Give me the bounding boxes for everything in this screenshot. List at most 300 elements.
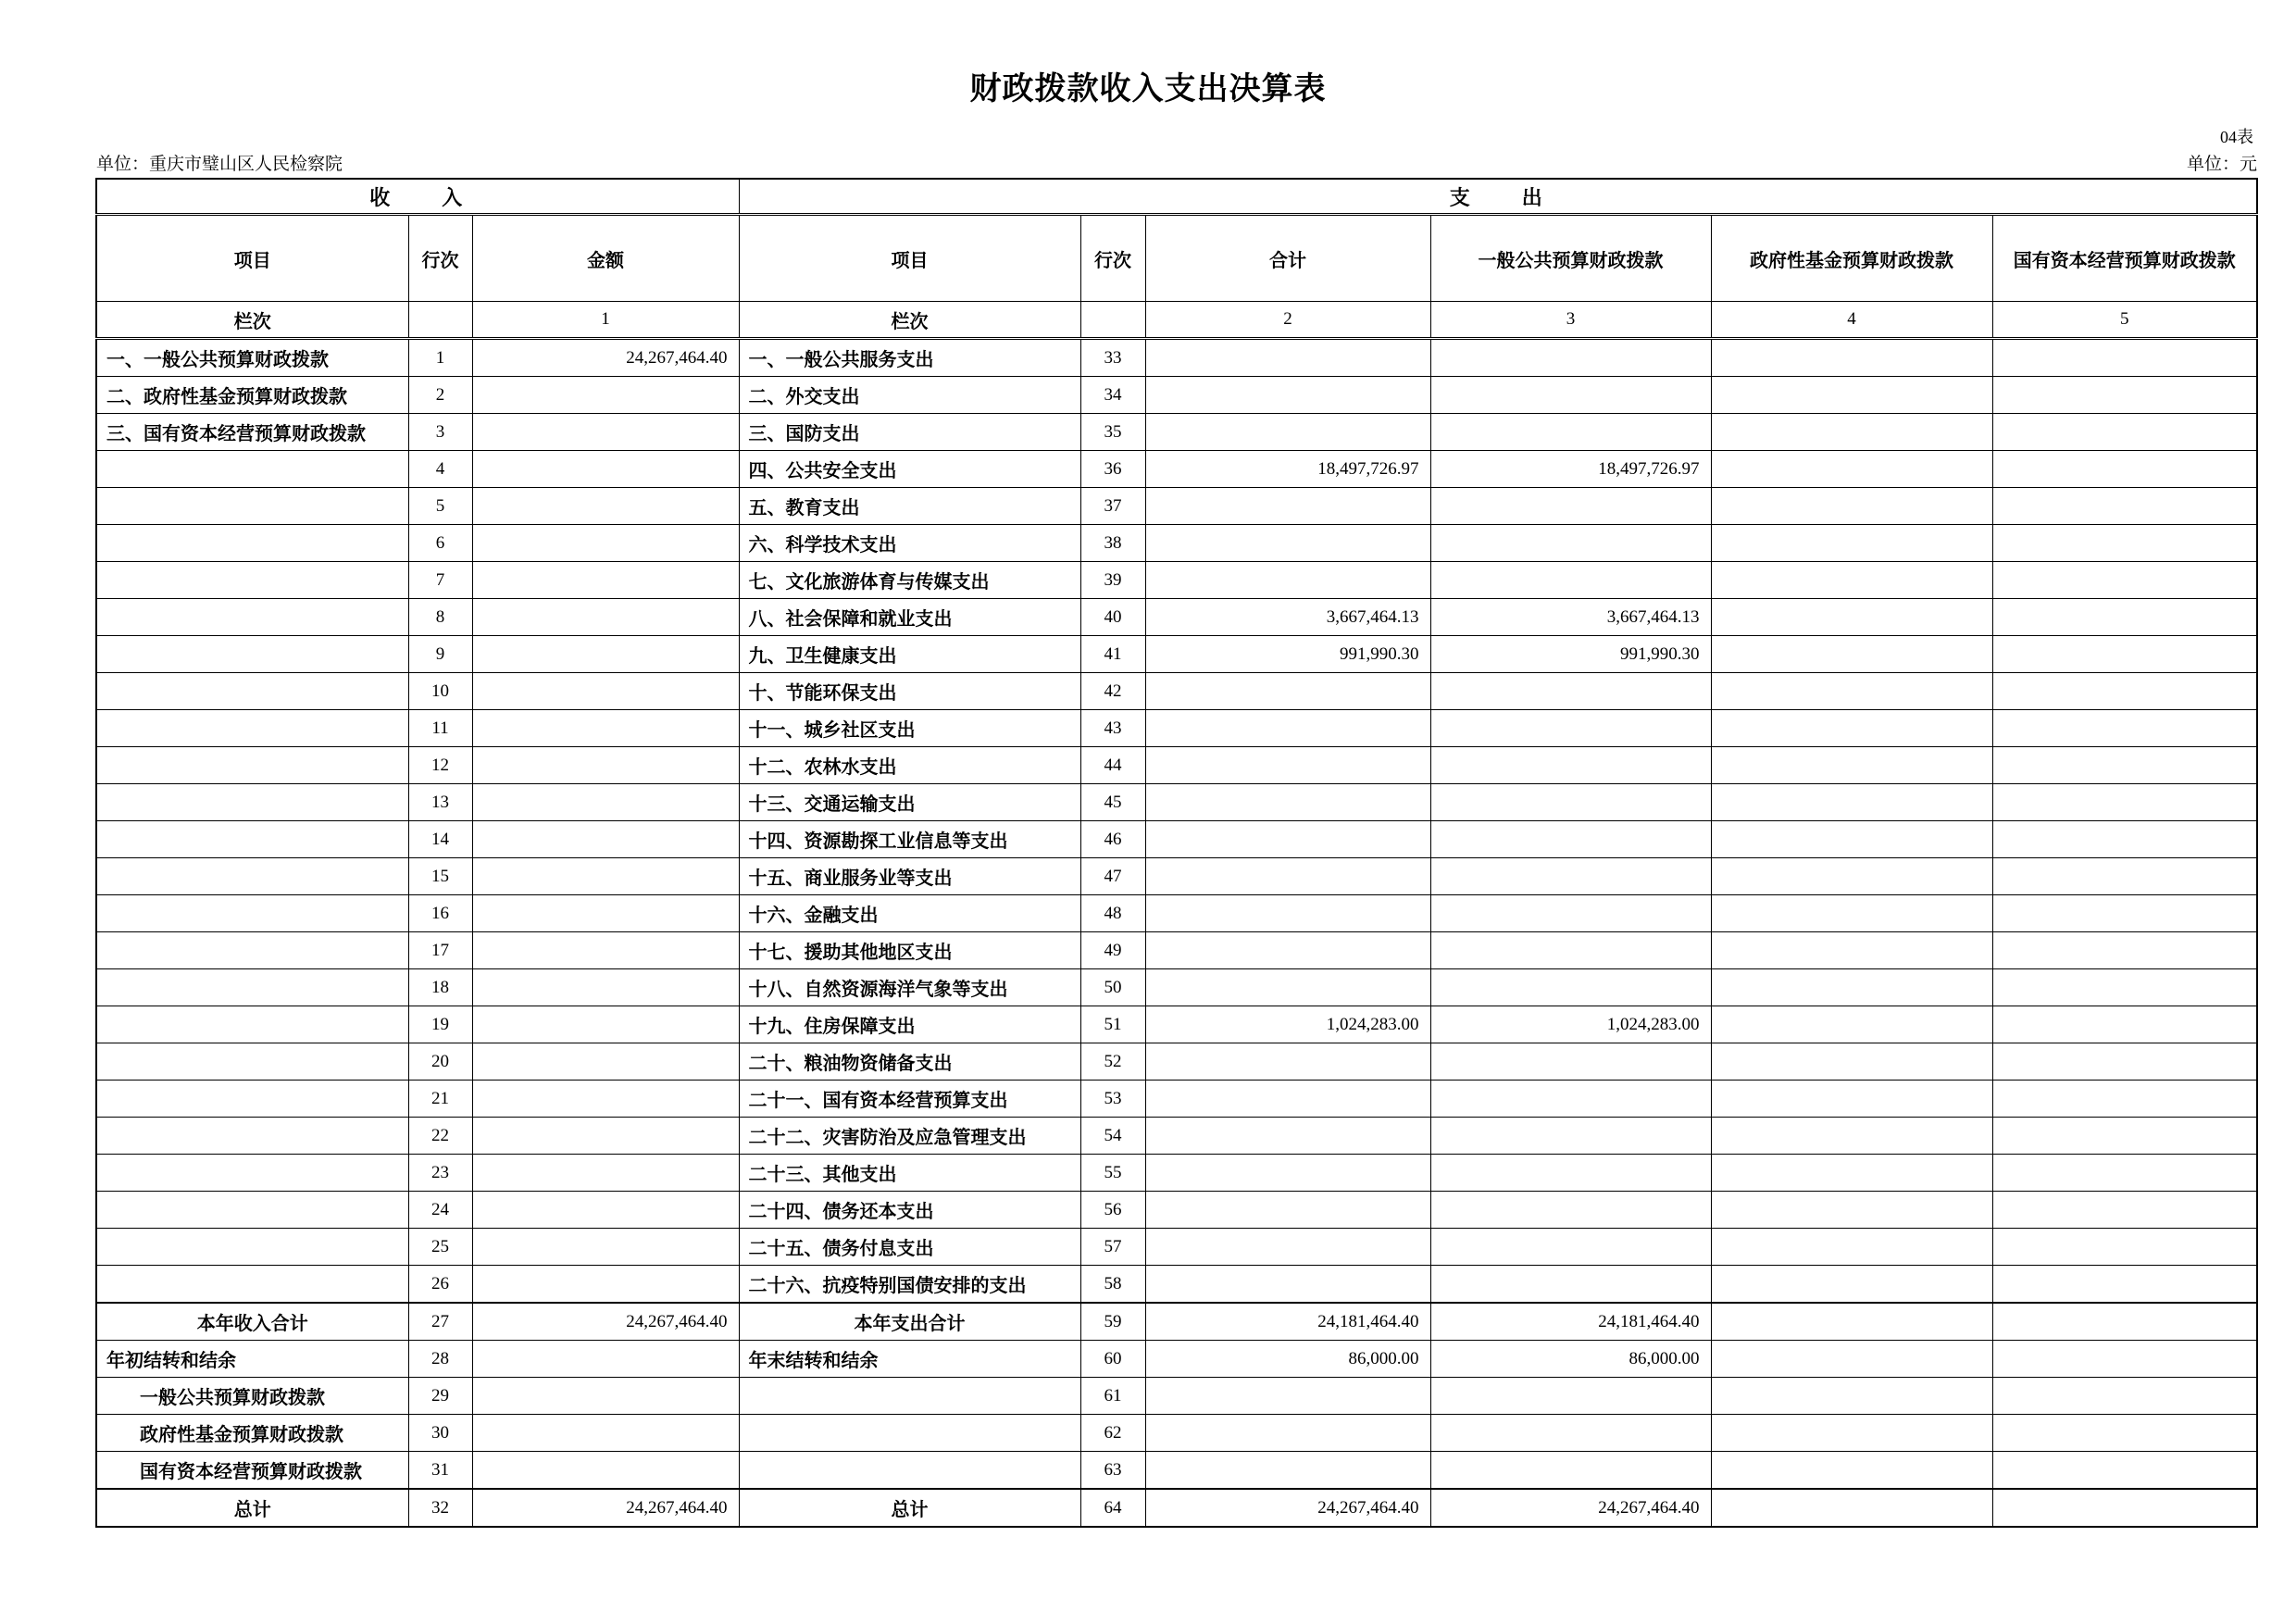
expense-gov-fund-cell <box>1711 488 1992 525</box>
expense-gov-fund-cell <box>1711 562 1992 599</box>
expense-item-cell: 二十二、灾害防治及应急管理支出 <box>739 1118 1080 1155</box>
expense-general-budget-cell <box>1430 747 1711 784</box>
income-item-cell <box>96 1081 408 1118</box>
expense-gov-fund-cell <box>1711 377 1992 414</box>
income-line-no-cell: 17 <box>408 932 472 969</box>
expense-gov-fund-cell <box>1711 1155 1992 1192</box>
expense-general-budget-header: 一般公共预算财政拨款 <box>1430 215 1711 302</box>
income-amount-cell <box>472 673 739 710</box>
income-amount-cell <box>472 451 739 488</box>
expense-line-no-cell: 37 <box>1080 488 1145 525</box>
expense-total-header: 合计 <box>1145 215 1430 302</box>
expense-state-capital-cell <box>1992 636 2257 673</box>
expense-item-cell: 十四、资源勘探工业信息等支出 <box>739 821 1080 858</box>
expense-item-cell: 十九、住房保障支出 <box>739 1006 1080 1043</box>
income-item-cell: 一般公共预算财政拨款 <box>96 1378 408 1415</box>
income-item-cell <box>96 451 408 488</box>
table-row <box>96 710 2257 747</box>
expense-item-cell: 五、教育支出 <box>739 488 1080 525</box>
expense-line-no-cell: 39 <box>1080 562 1145 599</box>
expense-gov-fund-cell <box>1711 1081 1992 1118</box>
expense-line-no-cell: 45 <box>1080 784 1145 821</box>
expense-state-capital-cell <box>1992 1229 2257 1266</box>
table-row <box>96 562 2257 599</box>
expense-gov-fund-cell <box>1711 932 1992 969</box>
expense-line-no-cell: 43 <box>1080 710 1145 747</box>
income-line-no-cell: 25 <box>408 1229 472 1266</box>
income-item-cell: 年初结转和结余 <box>96 1341 408 1378</box>
expense-general-budget-cell: 3,667,464.13 <box>1430 599 1711 636</box>
table-row <box>96 1452 2257 1490</box>
expense-total-cell <box>1145 339 1430 377</box>
expense-line-no-cell: 52 <box>1080 1043 1145 1081</box>
expense-general-budget-cell <box>1430 1266 1711 1304</box>
income-line-no-cell: 27 <box>408 1303 472 1341</box>
income-amount-cell: 24,267,464.40 <box>472 1303 739 1341</box>
expense-total-cell: 18,497,726.97 <box>1145 451 1430 488</box>
expense-gov-fund-cell <box>1711 451 1992 488</box>
table-row <box>96 636 2257 673</box>
income-item-cell <box>96 784 408 821</box>
unit-name: 单位：重庆市璧山区人民检察院 <box>96 155 343 174</box>
section-band-row <box>96 179 2257 215</box>
expense-total-cell: 991,990.30 <box>1145 636 1430 673</box>
expense-state-capital-cell <box>1992 1378 2257 1415</box>
expense-general-budget-cell <box>1430 932 1711 969</box>
expense-state-capital-cell <box>1992 488 2257 525</box>
income-line-no-header: 行次 <box>408 215 472 302</box>
expense-state-capital-cell <box>1992 339 2257 377</box>
income-item-cell <box>96 710 408 747</box>
income-amount-cell <box>472 1043 739 1081</box>
expense-total-cell <box>1145 710 1430 747</box>
expense-total-cell <box>1145 895 1430 932</box>
column-index-row <box>96 302 2257 339</box>
expense-gov-fund-cell <box>1711 1043 1992 1081</box>
expense-gov-fund-cell <box>1711 1006 1992 1043</box>
expense-total-cell <box>1145 1452 1430 1490</box>
income-item-cell: 一、一般公共预算财政拨款 <box>96 339 408 377</box>
expense-state-capital-cell <box>1992 525 2257 562</box>
expense-state-capital-cell <box>1992 1155 2257 1192</box>
income-amount-cell <box>472 636 739 673</box>
table-row <box>96 673 2257 710</box>
income-item-cell <box>96 1006 408 1043</box>
expense-total-cell <box>1145 1378 1430 1415</box>
income-amount-cell <box>472 414 739 451</box>
table-row <box>96 1081 2257 1118</box>
expense-total-cell <box>1145 858 1430 895</box>
expense-col-index-5: 5 <box>1992 302 2257 339</box>
income-item-cell <box>96 1192 408 1229</box>
income-line-no-cell: 31 <box>408 1452 472 1490</box>
income-line-no-cell: 15 <box>408 858 472 895</box>
income-amount-cell <box>472 710 739 747</box>
table-row <box>96 1006 2257 1043</box>
expense-item-cell: 总计 <box>739 1489 1080 1527</box>
income-amount-cell <box>472 1341 739 1378</box>
table-row <box>96 414 2257 451</box>
income-item-cell: 国有资本经营预算财政拨款 <box>96 1452 408 1490</box>
expense-state-capital-cell <box>1992 895 2257 932</box>
expense-total-cell <box>1145 747 1430 784</box>
expense-line-no-cell: 40 <box>1080 599 1145 636</box>
table-row <box>96 377 2257 414</box>
expense-line-no-cell: 56 <box>1080 1192 1145 1229</box>
expense-line-no-cell: 47 <box>1080 858 1145 895</box>
expense-general-budget-cell <box>1430 1229 1711 1266</box>
expense-general-budget-cell <box>1430 414 1711 451</box>
expense-general-budget-cell <box>1430 525 1711 562</box>
income-amount-cell <box>472 488 739 525</box>
expense-item-cell: 三、国防支出 <box>739 414 1080 451</box>
expense-total-cell <box>1145 1118 1430 1155</box>
income-amount-cell <box>472 377 739 414</box>
expense-item-cell: 本年支出合计 <box>739 1303 1080 1341</box>
expense-gov-fund-cell <box>1711 895 1992 932</box>
expense-gov-fund-cell <box>1711 1341 1992 1378</box>
expense-gov-fund-cell <box>1711 1415 1992 1452</box>
income-line-no-cell: 1 <box>408 339 472 377</box>
expense-line-no-cell: 41 <box>1080 636 1145 673</box>
income-item-cell <box>96 1118 408 1155</box>
income-amount-cell <box>472 932 739 969</box>
expense-line-no-cell: 59 <box>1080 1303 1145 1341</box>
income-item-cell <box>96 1155 408 1192</box>
expense-general-budget-cell <box>1430 710 1711 747</box>
expense-state-capital-cell <box>1992 1266 2257 1304</box>
expense-gov-fund-cell <box>1711 1118 1992 1155</box>
income-lanci-blank <box>408 302 472 339</box>
expense-general-budget-cell <box>1430 562 1711 599</box>
expense-item-cell: 一、一般公共服务支出 <box>739 339 1080 377</box>
expense-state-capital-cell <box>1992 1043 2257 1081</box>
income-item-cell: 二、政府性基金预算财政拨款 <box>96 377 408 414</box>
expense-item-cell: 二十三、其他支出 <box>739 1155 1080 1192</box>
table-row <box>96 1118 2257 1155</box>
income-line-no-cell: 11 <box>408 710 472 747</box>
expense-item-cell <box>739 1415 1080 1452</box>
expense-gov-fund-cell <box>1711 821 1992 858</box>
expense-state-capital-cell <box>1992 710 2257 747</box>
table-row <box>96 525 2257 562</box>
expense-item-cell: 九、卫生健康支出 <box>739 636 1080 673</box>
expense-state-capital-cell <box>1992 784 2257 821</box>
expense-col-index-4: 4 <box>1711 302 1992 339</box>
expense-general-budget-cell <box>1430 673 1711 710</box>
expense-state-capital-cell <box>1992 747 2257 784</box>
expense-item-cell: 八、社会保障和就业支出 <box>739 599 1080 636</box>
expense-line-no-cell: 33 <box>1080 339 1145 377</box>
expense-total-cell <box>1145 1081 1430 1118</box>
expense-line-no-header: 行次 <box>1080 215 1145 302</box>
expense-general-budget-cell <box>1430 377 1711 414</box>
income-line-no-cell: 4 <box>408 451 472 488</box>
expense-line-no-cell: 50 <box>1080 969 1145 1006</box>
income-item-cell <box>96 488 408 525</box>
expense-total-cell <box>1145 562 1430 599</box>
expense-line-no-cell: 35 <box>1080 414 1145 451</box>
expense-state-capital-cell <box>1992 1192 2257 1229</box>
income-line-no-cell: 21 <box>408 1081 472 1118</box>
income-line-no-cell: 12 <box>408 747 472 784</box>
expense-state-capital-cell <box>1992 1489 2257 1527</box>
income-item-cell: 政府性基金预算财政拨款 <box>96 1415 408 1452</box>
expense-state-capital-cell <box>1992 1303 2257 1341</box>
income-line-no-cell: 6 <box>408 525 472 562</box>
expense-item-cell: 二十四、债务还本支出 <box>739 1192 1080 1229</box>
income-line-no-cell: 19 <box>408 1006 472 1043</box>
table-row <box>96 969 2257 1006</box>
expense-gov-fund-cell <box>1711 599 1992 636</box>
income-amount-cell: 24,267,464.40 <box>472 1489 739 1527</box>
expense-line-no-cell: 42 <box>1080 673 1145 710</box>
expense-total-cell <box>1145 1266 1430 1304</box>
expense-total-cell <box>1145 525 1430 562</box>
expense-total-cell <box>1145 673 1430 710</box>
income-amount-cell <box>472 1415 739 1452</box>
expense-general-budget-cell: 18,497,726.97 <box>1430 451 1711 488</box>
income-amount-cell <box>472 562 739 599</box>
expense-general-budget-cell: 24,181,464.40 <box>1430 1303 1711 1341</box>
expense-state-capital-cell <box>1992 599 2257 636</box>
expense-item-cell: 二、外交支出 <box>739 377 1080 414</box>
expense-state-capital-cell <box>1992 932 2257 969</box>
income-line-no-cell: 16 <box>408 895 472 932</box>
table-row <box>96 1489 2257 1527</box>
table-row <box>96 1415 2257 1452</box>
expense-col-index-3: 3 <box>1430 302 1711 339</box>
expense-line-no-cell: 44 <box>1080 747 1145 784</box>
income-line-no-cell: 28 <box>408 1341 472 1378</box>
table-row <box>96 784 2257 821</box>
expense-total-cell: 1,024,283.00 <box>1145 1006 1430 1043</box>
income-item-cell <box>96 747 408 784</box>
expense-gov-fund-cell <box>1711 710 1992 747</box>
income-line-no-cell: 7 <box>408 562 472 599</box>
expense-item-cell: 十六、金融支出 <box>739 895 1080 932</box>
expense-gov-fund-cell <box>1711 1266 1992 1304</box>
fiscal-appropriation-table <box>95 178 2258 1528</box>
income-amount-cell <box>472 858 739 895</box>
expense-item-cell: 十五、商业服务业等支出 <box>739 858 1080 895</box>
income-line-no-cell: 32 <box>408 1489 472 1527</box>
expense-total-cell <box>1145 1043 1430 1081</box>
expense-general-budget-cell: 24,267,464.40 <box>1430 1489 1711 1527</box>
expense-total-cell <box>1145 784 1430 821</box>
income-lanci-label: 栏次 <box>96 302 408 339</box>
expense-state-capital-cell <box>1992 1415 2257 1452</box>
income-line-no-cell: 2 <box>408 377 472 414</box>
expense-gov-fund-cell <box>1711 747 1992 784</box>
table-row <box>96 451 2257 488</box>
expense-total-cell <box>1145 1415 1430 1452</box>
income-item-cell <box>96 1229 408 1266</box>
expense-state-capital-cell <box>1992 969 2257 1006</box>
expense-state-capital-cell <box>1992 1118 2257 1155</box>
expense-general-budget-cell: 86,000.00 <box>1430 1341 1711 1378</box>
income-amount-cell <box>472 1192 739 1229</box>
expense-gov-fund-cell <box>1711 1452 1992 1490</box>
table-row <box>96 488 2257 525</box>
income-amount-cell <box>472 784 739 821</box>
income-amount-cell <box>472 895 739 932</box>
expense-gov-fund-cell <box>1711 673 1992 710</box>
income-item-cell <box>96 932 408 969</box>
table-row <box>96 1341 2257 1378</box>
expense-general-budget-cell <box>1430 858 1711 895</box>
income-line-no-cell: 13 <box>408 784 472 821</box>
income-line-no-cell: 26 <box>408 1266 472 1304</box>
income-amount-cell <box>472 525 739 562</box>
income-line-no-cell: 24 <box>408 1192 472 1229</box>
income-item-cell <box>96 562 408 599</box>
expense-section-header: 支 出 <box>739 179 2257 215</box>
table-row <box>96 1303 2257 1341</box>
income-amount-cell: 24,267,464.40 <box>472 339 739 377</box>
income-amount-cell <box>472 747 739 784</box>
expense-general-budget-cell <box>1430 1452 1711 1490</box>
income-amount-cell <box>472 1378 739 1415</box>
expense-gov-fund-cell <box>1711 636 1992 673</box>
expense-total-cell <box>1145 1155 1430 1192</box>
table-number: 04表 <box>2220 128 2253 146</box>
expense-state-capital-cell <box>1992 377 2257 414</box>
table-row <box>96 895 2257 932</box>
table-row <box>96 747 2257 784</box>
expense-state-capital-cell <box>1992 858 2257 895</box>
income-line-no-cell: 20 <box>408 1043 472 1081</box>
expense-general-budget-cell <box>1430 339 1711 377</box>
expense-item-cell: 十八、自然资源海洋气象等支出 <box>739 969 1080 1006</box>
expense-general-budget-cell <box>1430 969 1711 1006</box>
expense-gov-fund-cell <box>1711 784 1992 821</box>
expense-item-cell: 六、科学技术支出 <box>739 525 1080 562</box>
expense-item-cell: 二十六、抗疫特别国债安排的支出 <box>739 1266 1080 1304</box>
expense-total-cell: 24,181,464.40 <box>1145 1303 1430 1341</box>
expense-item-cell: 四、公共安全支出 <box>739 451 1080 488</box>
expense-gov-fund-cell <box>1711 414 1992 451</box>
expense-line-no-cell: 62 <box>1080 1415 1145 1452</box>
expense-line-no-cell: 49 <box>1080 932 1145 969</box>
table-row <box>96 932 2257 969</box>
expense-gov-fund-cell <box>1711 1229 1992 1266</box>
expense-line-no-cell: 53 <box>1080 1081 1145 1118</box>
expense-total-cell <box>1145 1229 1430 1266</box>
expense-gov-fund-cell <box>1711 1192 1992 1229</box>
income-amount-cell <box>472 821 739 858</box>
expense-total-cell <box>1145 969 1430 1006</box>
expense-general-budget-cell <box>1430 821 1711 858</box>
income-amount-cell <box>472 1229 739 1266</box>
income-item-cell: 三、国有资本经营预算财政拨款 <box>96 414 408 451</box>
expense-gov-fund-cell <box>1711 969 1992 1006</box>
expense-state-capital-cell <box>1992 562 2257 599</box>
expense-lanci-blank <box>1080 302 1145 339</box>
expense-item-cell: 年末结转和结余 <box>739 1341 1080 1378</box>
expense-line-no-cell: 34 <box>1080 377 1145 414</box>
expense-state-capital-cell <box>1992 673 2257 710</box>
income-amount-cell <box>472 1266 739 1304</box>
expense-state-capital-cell <box>1992 1006 2257 1043</box>
income-amount-cell <box>472 1081 739 1118</box>
income-line-no-cell: 8 <box>408 599 472 636</box>
income-line-no-cell: 23 <box>408 1155 472 1192</box>
table-row <box>96 821 2257 858</box>
income-item-cell <box>96 525 408 562</box>
expense-state-capital-cell <box>1992 451 2257 488</box>
expense-general-budget-cell <box>1430 1118 1711 1155</box>
expense-general-budget-cell <box>1430 784 1711 821</box>
expense-total-cell: 24,267,464.40 <box>1145 1489 1430 1527</box>
expense-line-no-cell: 58 <box>1080 1266 1145 1304</box>
expense-item-cell: 十二、农林水支出 <box>739 747 1080 784</box>
expense-item-cell: 十七、援助其他地区支出 <box>739 932 1080 969</box>
expense-item-cell: 七、文化旅游体育与传媒支出 <box>739 562 1080 599</box>
expense-gov-fund-cell <box>1711 339 1992 377</box>
income-line-no-cell: 9 <box>408 636 472 673</box>
table-row <box>96 339 2257 377</box>
expense-line-no-cell: 51 <box>1080 1006 1145 1043</box>
expense-item-cell: 二十五、债务付息支出 <box>739 1229 1080 1266</box>
income-item-cell <box>96 636 408 673</box>
expense-state-capital-cell <box>1992 414 2257 451</box>
expense-line-no-cell: 46 <box>1080 821 1145 858</box>
expense-general-budget-cell <box>1430 1155 1711 1192</box>
income-item-cell <box>96 599 408 636</box>
income-amount-cell <box>472 1006 739 1043</box>
income-item-header: 项目 <box>96 215 408 302</box>
expense-gov-fund-cell <box>1711 1303 1992 1341</box>
expense-line-no-cell: 61 <box>1080 1378 1145 1415</box>
expense-general-budget-cell <box>1430 1192 1711 1229</box>
table-row <box>96 858 2257 895</box>
table-row <box>96 1043 2257 1081</box>
income-item-cell <box>96 821 408 858</box>
income-item-cell <box>96 969 408 1006</box>
expense-general-budget-cell <box>1430 895 1711 932</box>
income-line-no-cell: 5 <box>408 488 472 525</box>
expense-general-budget-cell <box>1430 1081 1711 1118</box>
expense-lanci-label: 栏次 <box>739 302 1080 339</box>
expense-line-no-cell: 64 <box>1080 1489 1145 1527</box>
expense-line-no-cell: 55 <box>1080 1155 1145 1192</box>
income-item-cell <box>96 1043 408 1081</box>
expense-item-cell <box>739 1378 1080 1415</box>
expense-line-no-cell: 63 <box>1080 1452 1145 1490</box>
expense-state-capital-cell <box>1992 1452 2257 1490</box>
expense-col-index-2: 2 <box>1145 302 1430 339</box>
expense-total-cell <box>1145 932 1430 969</box>
expense-general-budget-cell: 1,024,283.00 <box>1430 1006 1711 1043</box>
expense-line-no-cell: 38 <box>1080 525 1145 562</box>
income-line-no-cell: 22 <box>408 1118 472 1155</box>
expense-line-no-cell: 54 <box>1080 1118 1145 1155</box>
expense-gov-fund-cell <box>1711 1378 1992 1415</box>
income-amount-cell <box>472 1155 739 1192</box>
expense-gov-fund-cell <box>1711 525 1992 562</box>
expense-gov-fund-header: 政府性基金预算财政拨款 <box>1711 215 1992 302</box>
income-amount-header: 金额 <box>472 215 739 302</box>
expense-general-budget-cell <box>1430 488 1711 525</box>
expense-state-capital-header: 国有资本经营预算财政拨款 <box>1992 215 2257 302</box>
expense-item-cell: 二十、粮油物资储备支出 <box>739 1043 1080 1081</box>
income-line-no-cell: 30 <box>408 1415 472 1452</box>
unit-currency: 单位：元 <box>2186 155 2257 174</box>
expense-line-no-cell: 48 <box>1080 895 1145 932</box>
expense-total-cell <box>1145 488 1430 525</box>
income-line-no-cell: 3 <box>408 414 472 451</box>
